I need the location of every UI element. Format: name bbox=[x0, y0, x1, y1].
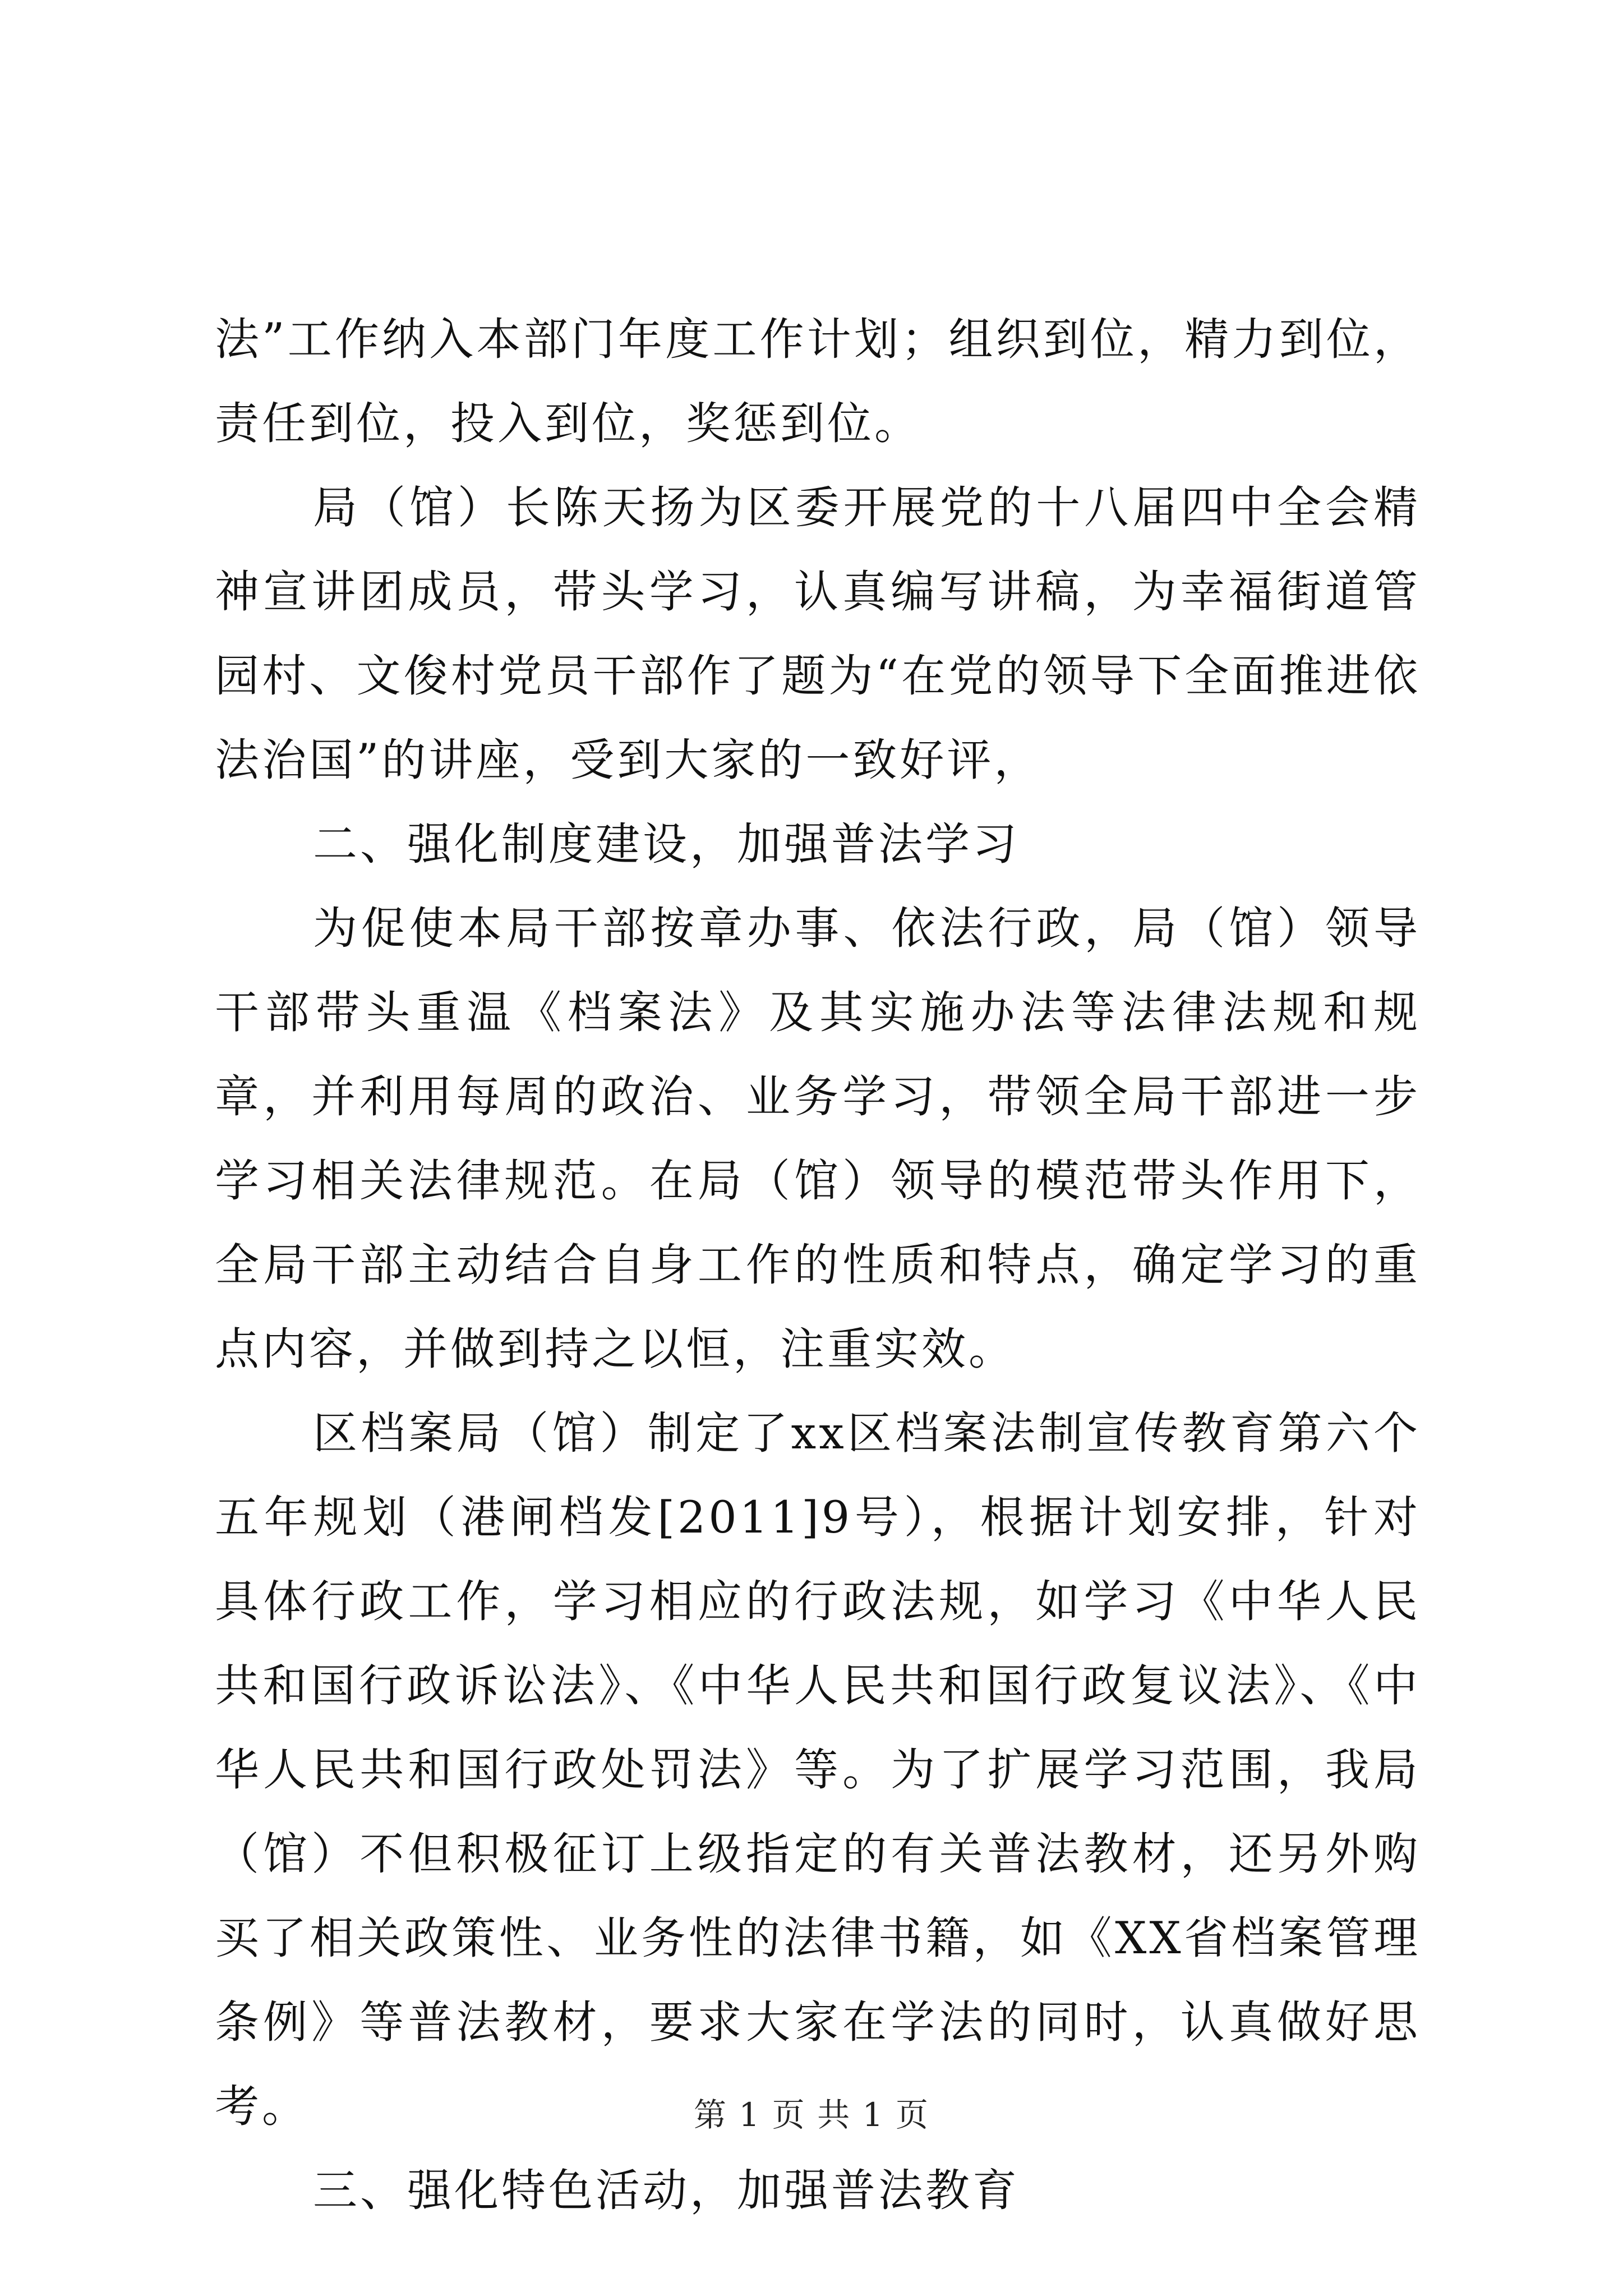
paragraph-five-year-plan: 区档案局（馆）制定了xx区档案法制宣传教育第六个五年规划（港闸档发[2011]9号），根据计划安排，针对具体行政工作，学习相应的行政法规，如学习《中华人民共和国行政诉讼法》、《中华人民共和国行政复议法》、《中华人民共和国行政处罚法》等。为了扩展学习范围，我局（馆）不但积极征订上级指定的有关普法教材，还另外购买了相关政策性、业务性的法律书籍，如《XX省档案管理条例》等普法教材，要求大家在学法的同时，认真做好思考。 bbox=[215, 1407, 1421, 2132]
section-heading-two: 二、强化制度建设，加强普法学习 bbox=[313, 818, 1020, 870]
paragraph-director-lecture: 局（馆）长陈天扬为区委开展党的十八届四中全会精神宣讲团成员，带头学习，认真编写讲稿，为幸福街道管园村、文俊村党员干部作了题为“在党的领导下全面推进依法治国”的讲座，受到大家的一致好评， bbox=[215, 482, 1421, 786]
paragraph-study-rules: 为促使本局干部按章办事、依法行政，局（馆）领导干部带头重温《档案法》及其实施办法等法律法规和规章，并利用每周的政治、业务学习，带领全局干部进一步学习相关法律规范。在局（馆）领导的模范带头作用下，全局干部主动结合自身工作的性质和特点，确定学习的重点内容，并做到持之以恒，注重实效。 bbox=[215, 903, 1421, 1375]
paragraph-continuation: 法”工作纳入本部门年度工作计划；组织到位，精力到位，责任到位，投入到位，奖惩到位。 bbox=[215, 314, 1421, 449]
document-body bbox=[215, 297, 1421, 2233]
page-footer: 第 1 页 共 1 页 bbox=[694, 2096, 929, 2134]
section-heading-three: 三、强化特色活动，加强普法教育 bbox=[313, 2165, 1020, 2216]
